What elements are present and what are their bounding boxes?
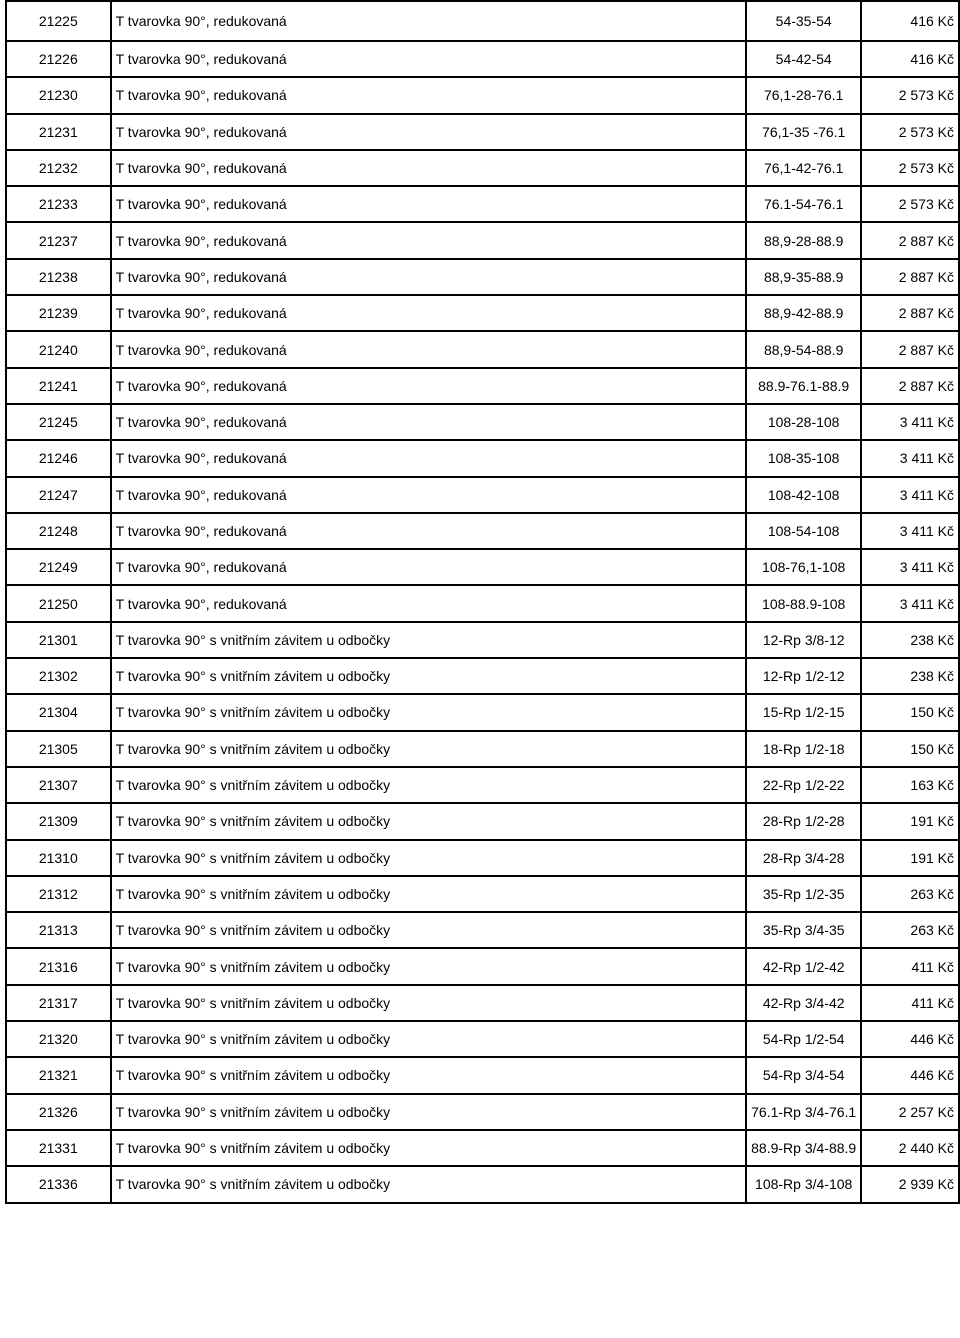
dimension-cell: 15-Rp 1/2-15 (746, 694, 861, 730)
dimension-cell: 108-54-108 (746, 513, 861, 549)
product-name-cell: T tvarovka 90°, redukovaná (111, 77, 747, 113)
price-cell: 2 257 Kč (861, 1094, 959, 1130)
table-row (6, 222, 959, 258)
table-row (6, 767, 959, 803)
product-name-cell: T tvarovka 90° s vnitřním závitem u odbočky (111, 622, 747, 658)
price-cell: 150 Kč (861, 731, 959, 767)
price-cell: 238 Kč (861, 622, 959, 658)
product-code-cell: 21313 (6, 912, 111, 948)
product-name-cell: T tvarovka 90° s vnitřním závitem u odbočky (111, 658, 747, 694)
table-row (6, 440, 959, 476)
price-cell: 3 411 Kč (861, 549, 959, 585)
dimension-cell: 76,1-42-76.1 (746, 150, 861, 186)
dimension-cell: 22-Rp 1/2-22 (746, 767, 861, 803)
price-cell: 163 Kč (861, 767, 959, 803)
product-name-cell: T tvarovka 90° s vnitřním závitem u odbočky (111, 1094, 747, 1130)
dimension-cell: 108-88.9-108 (746, 585, 861, 621)
dimension-cell: 108-76,1-108 (746, 549, 861, 585)
product-code-cell: 21232 (6, 150, 111, 186)
price-cell: 2 887 Kč (861, 222, 959, 258)
product-name-cell: T tvarovka 90°, redukovaná (111, 1, 747, 41)
price-cell: 191 Kč (861, 803, 959, 839)
price-cell: 411 Kč (861, 948, 959, 984)
dimension-cell: 42-Rp 3/4-42 (746, 985, 861, 1021)
table-row (6, 803, 959, 839)
product-name-cell: T tvarovka 90° s vnitřním závitem u odbočky (111, 767, 747, 803)
price-cell: 446 Kč (861, 1057, 959, 1093)
product-name-cell: T tvarovka 90°, redukovaná (111, 41, 747, 77)
price-cell: 263 Kč (861, 876, 959, 912)
table-row (6, 585, 959, 621)
product-code-cell: 21239 (6, 295, 111, 331)
table-row (6, 876, 959, 912)
table-row (6, 658, 959, 694)
price-cell: 3 411 Kč (861, 440, 959, 476)
product-code-cell: 21241 (6, 368, 111, 404)
product-code-cell: 21245 (6, 404, 111, 440)
price-cell: 446 Kč (861, 1021, 959, 1057)
dimension-cell: 28-Rp 3/4-28 (746, 840, 861, 876)
product-code-cell: 21249 (6, 549, 111, 585)
table-row (6, 948, 959, 984)
product-name-cell: T tvarovka 90°, redukovaná (111, 186, 747, 222)
product-code-cell: 21247 (6, 477, 111, 513)
price-cell: 2 887 Kč (861, 295, 959, 331)
dimension-cell: 35-Rp 3/4-35 (746, 912, 861, 948)
price-cell: 416 Kč (861, 41, 959, 77)
product-code-cell: 21331 (6, 1130, 111, 1166)
product-name-cell: T tvarovka 90°, redukovaná (111, 222, 747, 258)
price-cell: 263 Kč (861, 912, 959, 948)
product-code-cell: 21336 (6, 1166, 111, 1202)
product-name-cell: T tvarovka 90° s vnitřním závitem u odbočky (111, 731, 747, 767)
product-code-cell: 21320 (6, 1021, 111, 1057)
dimension-cell: 28-Rp 1/2-28 (746, 803, 861, 839)
table-row (6, 150, 959, 186)
price-cell: 2 573 Kč (861, 186, 959, 222)
product-name-cell: T tvarovka 90° s vnitřním závitem u odbočky (111, 1166, 747, 1202)
dimension-cell: 88,9-28-88.9 (746, 222, 861, 258)
product-code-cell: 21231 (6, 114, 111, 150)
table-row (6, 731, 959, 767)
product-name-cell: T tvarovka 90°, redukovaná (111, 295, 747, 331)
product-code-cell: 21304 (6, 694, 111, 730)
product-code-cell: 21246 (6, 440, 111, 476)
price-cell: 3 411 Kč (861, 404, 959, 440)
dimension-cell: 88,9-35-88.9 (746, 259, 861, 295)
product-name-cell: T tvarovka 90° s vnitřním závitem u odbočky (111, 1057, 747, 1093)
dimension-cell: 54-Rp 3/4-54 (746, 1057, 861, 1093)
table-row (6, 1, 959, 41)
product-name-cell: T tvarovka 90° s vnitřním závitem u odbočky (111, 840, 747, 876)
price-list-table (5, 0, 960, 1204)
price-cell: 2 887 Kč (861, 259, 959, 295)
product-code-cell: 21248 (6, 513, 111, 549)
product-name-cell: T tvarovka 90°, redukovaná (111, 585, 747, 621)
price-cell: 2 573 Kč (861, 77, 959, 113)
product-name-cell: T tvarovka 90° s vnitřním závitem u odbočky (111, 948, 747, 984)
dimension-cell: 88.9-Rp 3/4-88.9 (746, 1130, 861, 1166)
table-row (6, 912, 959, 948)
product-code-cell: 21316 (6, 948, 111, 984)
dimension-cell: 76.1-Rp 3/4-76.1 (746, 1094, 861, 1130)
table-row (6, 1130, 959, 1166)
table-row (6, 1094, 959, 1130)
table-row (6, 41, 959, 77)
product-code-cell: 21305 (6, 731, 111, 767)
product-code-cell: 21240 (6, 331, 111, 367)
price-cell: 411 Kč (861, 985, 959, 1021)
dimension-cell: 54-35-54 (746, 1, 861, 41)
table-row (6, 114, 959, 150)
table-row (6, 295, 959, 331)
table-row (6, 840, 959, 876)
product-name-cell: T tvarovka 90° s vnitřním závitem u odbočky (111, 694, 747, 730)
dimension-cell: 108-28-108 (746, 404, 861, 440)
price-cell: 2 887 Kč (861, 368, 959, 404)
table-row (6, 331, 959, 367)
product-name-cell: T tvarovka 90°, redukovaná (111, 440, 747, 476)
table-row (6, 368, 959, 404)
product-name-cell: T tvarovka 90°, redukovaná (111, 331, 747, 367)
dimension-cell: 76.1-54-76.1 (746, 186, 861, 222)
product-code-cell: 21233 (6, 186, 111, 222)
product-name-cell: T tvarovka 90°, redukovaná (111, 549, 747, 585)
price-cell: 2 573 Kč (861, 150, 959, 186)
product-name-cell: T tvarovka 90° s vnitřním závitem u odbočky (111, 876, 747, 912)
dimension-cell: 35-Rp 1/2-35 (746, 876, 861, 912)
table-row (6, 186, 959, 222)
table-row (6, 1057, 959, 1093)
dimension-cell: 76,1-28-76.1 (746, 77, 861, 113)
product-code-cell: 21226 (6, 41, 111, 77)
product-code-cell: 21238 (6, 259, 111, 295)
dimension-cell: 88.9-76.1-88.9 (746, 368, 861, 404)
product-code-cell: 21302 (6, 658, 111, 694)
product-code-cell: 21225 (6, 1, 111, 41)
table-row (6, 404, 959, 440)
product-name-cell: T tvarovka 90° s vnitřním závitem u odbočky (111, 1021, 747, 1057)
product-code-cell: 21250 (6, 585, 111, 621)
product-name-cell: T tvarovka 90°, redukovaná (111, 477, 747, 513)
dimension-cell: 54-42-54 (746, 41, 861, 77)
table-row (6, 694, 959, 730)
product-name-cell: T tvarovka 90° s vnitřním závitem u odbočky (111, 1130, 747, 1166)
dimension-cell: 108-35-108 (746, 440, 861, 476)
product-name-cell: T tvarovka 90°, redukovaná (111, 404, 747, 440)
product-code-cell: 21321 (6, 1057, 111, 1093)
product-code-cell: 21230 (6, 77, 111, 113)
price-cell: 2 440 Kč (861, 1130, 959, 1166)
table-row (6, 622, 959, 658)
dimension-cell: 12-Rp 3/8-12 (746, 622, 861, 658)
table-row (6, 77, 959, 113)
product-name-cell: T tvarovka 90° s vnitřním závitem u odbočky (111, 912, 747, 948)
dimension-cell: 42-Rp 1/2-42 (746, 948, 861, 984)
price-cell: 150 Kč (861, 694, 959, 730)
table-row (6, 513, 959, 549)
price-cell: 416 Kč (861, 1, 959, 41)
dimension-cell: 88,9-54-88.9 (746, 331, 861, 367)
dimension-cell: 76,1-35 -76.1 (746, 114, 861, 150)
product-name-cell: T tvarovka 90° s vnitřním závitem u odbočky (111, 985, 747, 1021)
product-code-cell: 21237 (6, 222, 111, 258)
dimension-cell: 54-Rp 1/2-54 (746, 1021, 861, 1057)
dimension-cell: 12-Rp 1/2-12 (746, 658, 861, 694)
price-cell: 3 411 Kč (861, 513, 959, 549)
price-cell: 3 411 Kč (861, 585, 959, 621)
table-row (6, 1166, 959, 1202)
product-name-cell: T tvarovka 90° s vnitřním závitem u odbočky (111, 803, 747, 839)
table-row (6, 477, 959, 513)
price-cell: 3 411 Kč (861, 477, 959, 513)
table-row (6, 985, 959, 1021)
table-row (6, 259, 959, 295)
dimension-cell: 108-42-108 (746, 477, 861, 513)
product-code-cell: 21326 (6, 1094, 111, 1130)
product-name-cell: T tvarovka 90°, redukovaná (111, 259, 747, 295)
price-cell: 2 939 Kč (861, 1166, 959, 1202)
price-cell: 2 887 Kč (861, 331, 959, 367)
price-list-body (6, 1, 959, 1203)
product-code-cell: 21309 (6, 803, 111, 839)
product-name-cell: T tvarovka 90°, redukovaná (111, 150, 747, 186)
price-cell: 238 Kč (861, 658, 959, 694)
dimension-cell: 108-Rp 3/4-108 (746, 1166, 861, 1202)
table-row (6, 1021, 959, 1057)
product-code-cell: 21307 (6, 767, 111, 803)
product-code-cell: 21301 (6, 622, 111, 658)
product-name-cell: T tvarovka 90°, redukovaná (111, 368, 747, 404)
product-name-cell: T tvarovka 90°, redukovaná (111, 513, 747, 549)
product-code-cell: 21317 (6, 985, 111, 1021)
price-cell: 191 Kč (861, 840, 959, 876)
product-name-cell: T tvarovka 90°, redukovaná (111, 114, 747, 150)
product-code-cell: 21312 (6, 876, 111, 912)
dimension-cell: 18-Rp 1/2-18 (746, 731, 861, 767)
price-cell: 2 573 Kč (861, 114, 959, 150)
product-code-cell: 21310 (6, 840, 111, 876)
table-row (6, 549, 959, 585)
dimension-cell: 88,9-42-88.9 (746, 295, 861, 331)
